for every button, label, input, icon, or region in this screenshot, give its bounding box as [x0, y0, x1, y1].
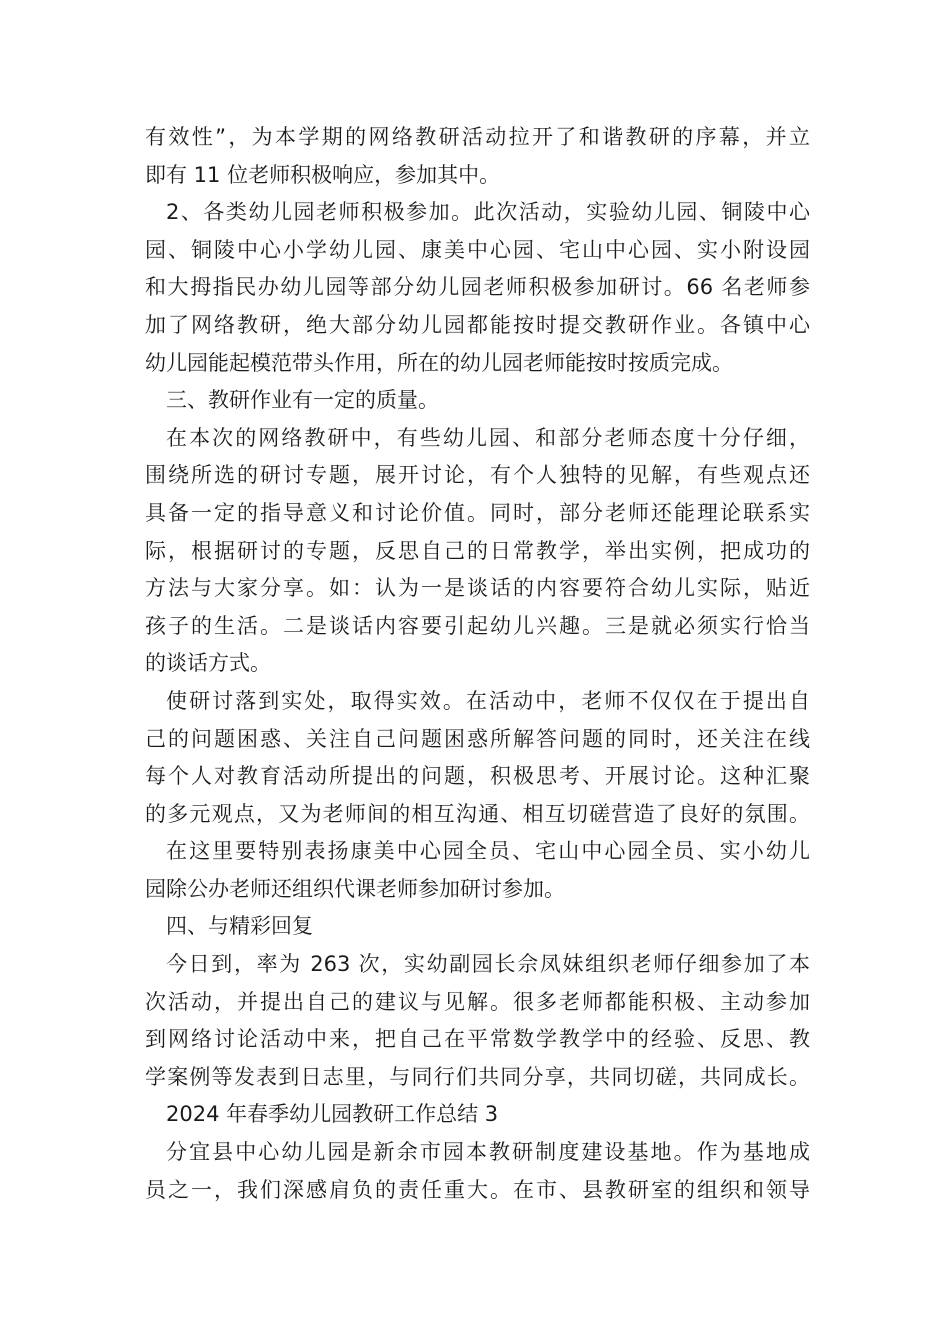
text-line: 加了网络教研，绝大部分幼儿园都能按时提交教研作业。各镇中心 — [145, 312, 810, 337]
text-line: 在本次的网络教研中，有些幼儿园、和部分老师态度十分仔细， — [166, 425, 810, 450]
text-line: 到网络讨论活动中来，把自己在平常数学教学中的经验、反思、教 — [145, 1027, 810, 1052]
text-line: 园除公办老师还组织代课老师参加研讨参加。 — [145, 876, 565, 901]
text-line: 使研讨落到实处，取得实效。在活动中，老师不仅仅在于提出自 — [166, 688, 810, 713]
text-line: 的谈话方式。 — [145, 651, 271, 676]
text-line: 分宜县中心幼儿园是新余市园本教研制度建设基地。作为基地成 — [166, 1140, 810, 1165]
text-line: 的多元观点，又为老师间的相互沟通、相互切磋营造了良好的氛围。 — [145, 801, 810, 826]
text-line: 每个人对教育活动所提出的问题，积极思考、开展讨论。这种汇聚 — [145, 764, 810, 789]
text-line: 员之一，我们深感肩负的责任重大。在市、县教研室的组织和领导 — [145, 1177, 810, 1202]
text-line: 即有 11 位老师积极响应，参加其中。 — [145, 162, 501, 187]
text-line: 围绕所选的研讨专题，展开讨论，有个人独特的见解，有些观点还 — [145, 463, 810, 488]
text-line: 园、铜陵中心小学幼儿园、康美中心园、宅山中心园、实小附设园 — [145, 237, 810, 262]
text-line: 今日到，率为 263 次，实幼副园长佘凤妹组织老师仔细参加了本 — [166, 952, 810, 977]
text-line: 己的问题困惑、关注自己问题困惑所解答问题的同时，还关注在线 — [145, 726, 810, 751]
text-line: 幼儿园能起模范带头作用，所在的幼儿园老师能按时按质完成。 — [145, 350, 733, 375]
section-heading: 三、教研作业有一定的质量。 — [166, 388, 439, 413]
text-line: 孩子的生活。二是谈话内容要引起幼儿兴趣。三是就必须实行恰当 — [145, 613, 810, 638]
text-line: 方法与大家分享。如：认为一是谈话的内容要符合幼儿实际，贴近 — [145, 576, 810, 601]
text-line: 际，根据研讨的专题，反思自己的日常教学，举出实例，把成功的 — [145, 538, 810, 563]
text-line: 学案例等发表到日志里，与同行们共同分享，共同切磋，共同成长。 — [145, 1064, 810, 1089]
section-heading: 四、与精彩回复 — [166, 914, 313, 939]
text-line: 次活动，并提出自己的建议与见解。很多老师都能积极、主动参加 — [145, 989, 810, 1014]
text-line: 和大拇指民办幼儿园等部分幼儿园老师积极参加研讨。66 名老师参 — [145, 275, 810, 300]
text-line: 有效性”，为本学期的网络教研活动拉开了和谐教研的序幕，并立 — [145, 125, 810, 149]
text-line: 在这里要特别表扬康美中心园全员、宅山中心园全员、实小幼儿 — [166, 839, 810, 864]
text-line: 具备一定的指导意义和讨论价值。同时，部分老师还能理论联系实 — [145, 500, 810, 525]
document-body — [145, 119, 810, 1209]
text-line: 2、各类幼儿园老师积极参加。此次活动，实验幼儿园、铜陵中心 — [166, 200, 810, 225]
document-subtitle: 2024 年春季幼儿园教研工作总结 3 — [166, 1102, 499, 1127]
